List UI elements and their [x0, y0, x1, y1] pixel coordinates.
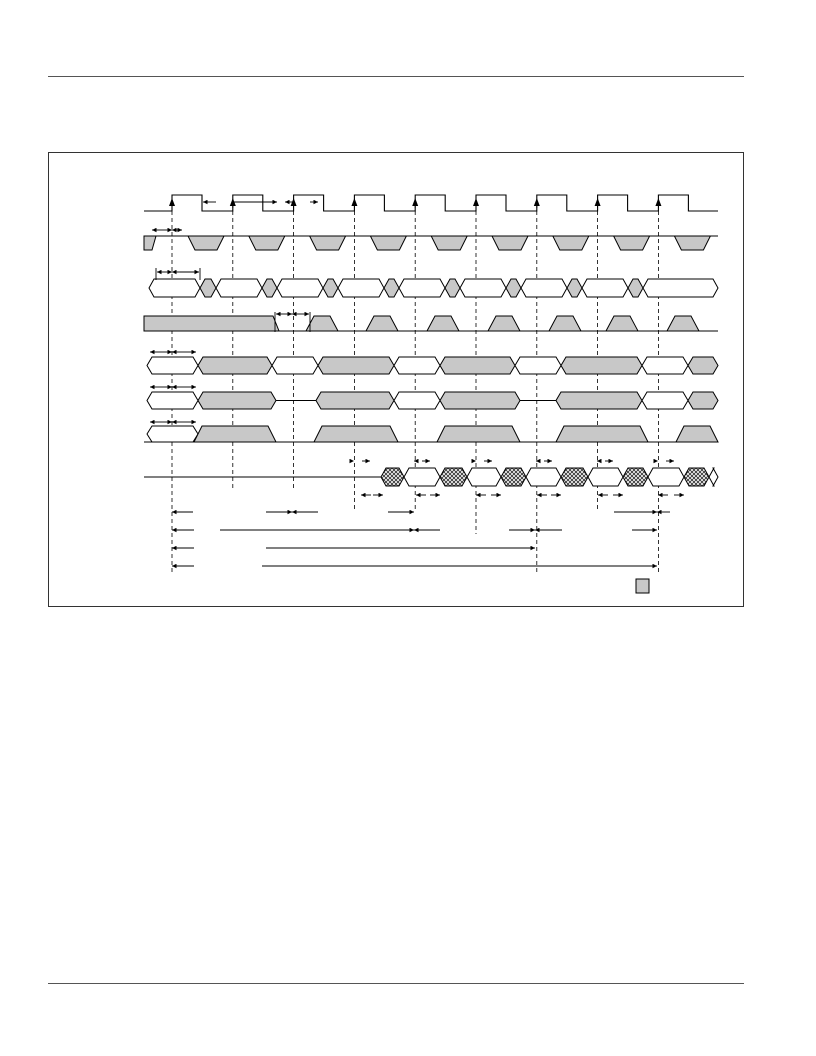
row6-pulse: [194, 426, 276, 442]
row2-segment: [399, 279, 445, 297]
timing-measurements: [150, 202, 684, 566]
row1-pulse: [370, 236, 406, 250]
row4-segment: [198, 357, 272, 374]
row6-pulse: [437, 426, 520, 442]
row6-pulse: [314, 426, 398, 442]
row1-pulse: [310, 236, 346, 250]
row7-segment: [588, 468, 623, 486]
clock-edge-arrow: [412, 198, 418, 206]
row4-segment: [642, 357, 688, 374]
row2-segment: [277, 279, 323, 297]
row7-segment: [381, 468, 404, 486]
row4-segment: [561, 357, 642, 374]
row2-segment: [460, 279, 506, 297]
row7-segment: [684, 468, 709, 486]
row4-segment: [394, 357, 440, 374]
row3-pulse: [667, 316, 699, 331]
row2-segment: [445, 279, 460, 297]
row1-pulse: [144, 236, 156, 250]
timing-diagram: [48, 152, 744, 607]
row1-pulse: [674, 236, 710, 250]
row7-segment: [648, 468, 684, 486]
legend-gray-square: [636, 579, 649, 593]
clock-edge-arrow: [655, 198, 661, 206]
clock-edge-arrow: [595, 198, 601, 206]
header-rule: [48, 76, 744, 77]
clock-line: [144, 195, 718, 211]
row2-segment: [628, 279, 643, 297]
row7-segment: [561, 468, 588, 486]
row5-segment: [394, 392, 440, 409]
row2-segment: [567, 279, 582, 297]
clock-waveform: [144, 195, 718, 211]
row2-segment: [384, 279, 399, 297]
row2-segment: [262, 279, 277, 297]
row7-segment: [440, 468, 467, 486]
clock-edge-arrow: [534, 198, 540, 206]
row7-segment: [623, 468, 648, 486]
row4-segment: [688, 357, 718, 374]
row4-segment: [272, 357, 318, 374]
row3-pulse: [144, 316, 279, 331]
row4-segment: [147, 357, 198, 374]
row5-segment: [316, 392, 394, 409]
row1-pulse: [249, 236, 285, 250]
row3-pulse: [366, 316, 398, 331]
row1-pulse: [492, 236, 528, 250]
row7-segment: [526, 468, 561, 486]
row2-segment: [149, 279, 200, 297]
row5-segment: [147, 392, 198, 409]
row2-segment: [643, 279, 718, 297]
row6-segment: [147, 426, 198, 442]
row4-segment: [515, 357, 561, 374]
row5-segment: [198, 392, 276, 409]
footer-rule: [48, 983, 744, 984]
row2-segment: [200, 279, 216, 297]
row2-segment: [323, 279, 338, 297]
row3-pulse: [549, 316, 581, 331]
row1-pulse: [188, 236, 224, 250]
row6-pulse: [556, 426, 648, 442]
row3-pulse: [488, 316, 520, 331]
row7-segment: [709, 468, 718, 486]
row2-segment: [521, 279, 567, 297]
signal-waveforms: [144, 236, 718, 486]
row5-segment: [440, 392, 520, 409]
row5-segment: [688, 392, 718, 409]
clock-edge-arrow: [351, 198, 357, 206]
row4-segment: [440, 357, 515, 374]
row7-segment: [501, 468, 526, 486]
row7-segment: [404, 468, 440, 486]
row5-segment: [556, 392, 642, 409]
row2-segment: [216, 279, 262, 297]
row1-pulse: [431, 236, 467, 250]
row3-pulse: [306, 316, 338, 331]
row5-segment: [642, 392, 688, 409]
row1-pulse: [553, 236, 589, 250]
row7-segment: [467, 468, 501, 486]
row3-pulse: [606, 316, 638, 331]
row2-segment: [338, 279, 384, 297]
row6-pulse: [676, 426, 718, 442]
clock-edge-arrow: [473, 198, 479, 206]
row3-pulse: [427, 316, 459, 331]
clock-edge-dashed-lines: [172, 204, 658, 572]
row4-segment: [318, 357, 394, 374]
clock-edge-arrow: [169, 198, 175, 206]
row1-pulse: [614, 236, 650, 250]
row2-segment: [582, 279, 628, 297]
row2-segment: [506, 279, 521, 297]
